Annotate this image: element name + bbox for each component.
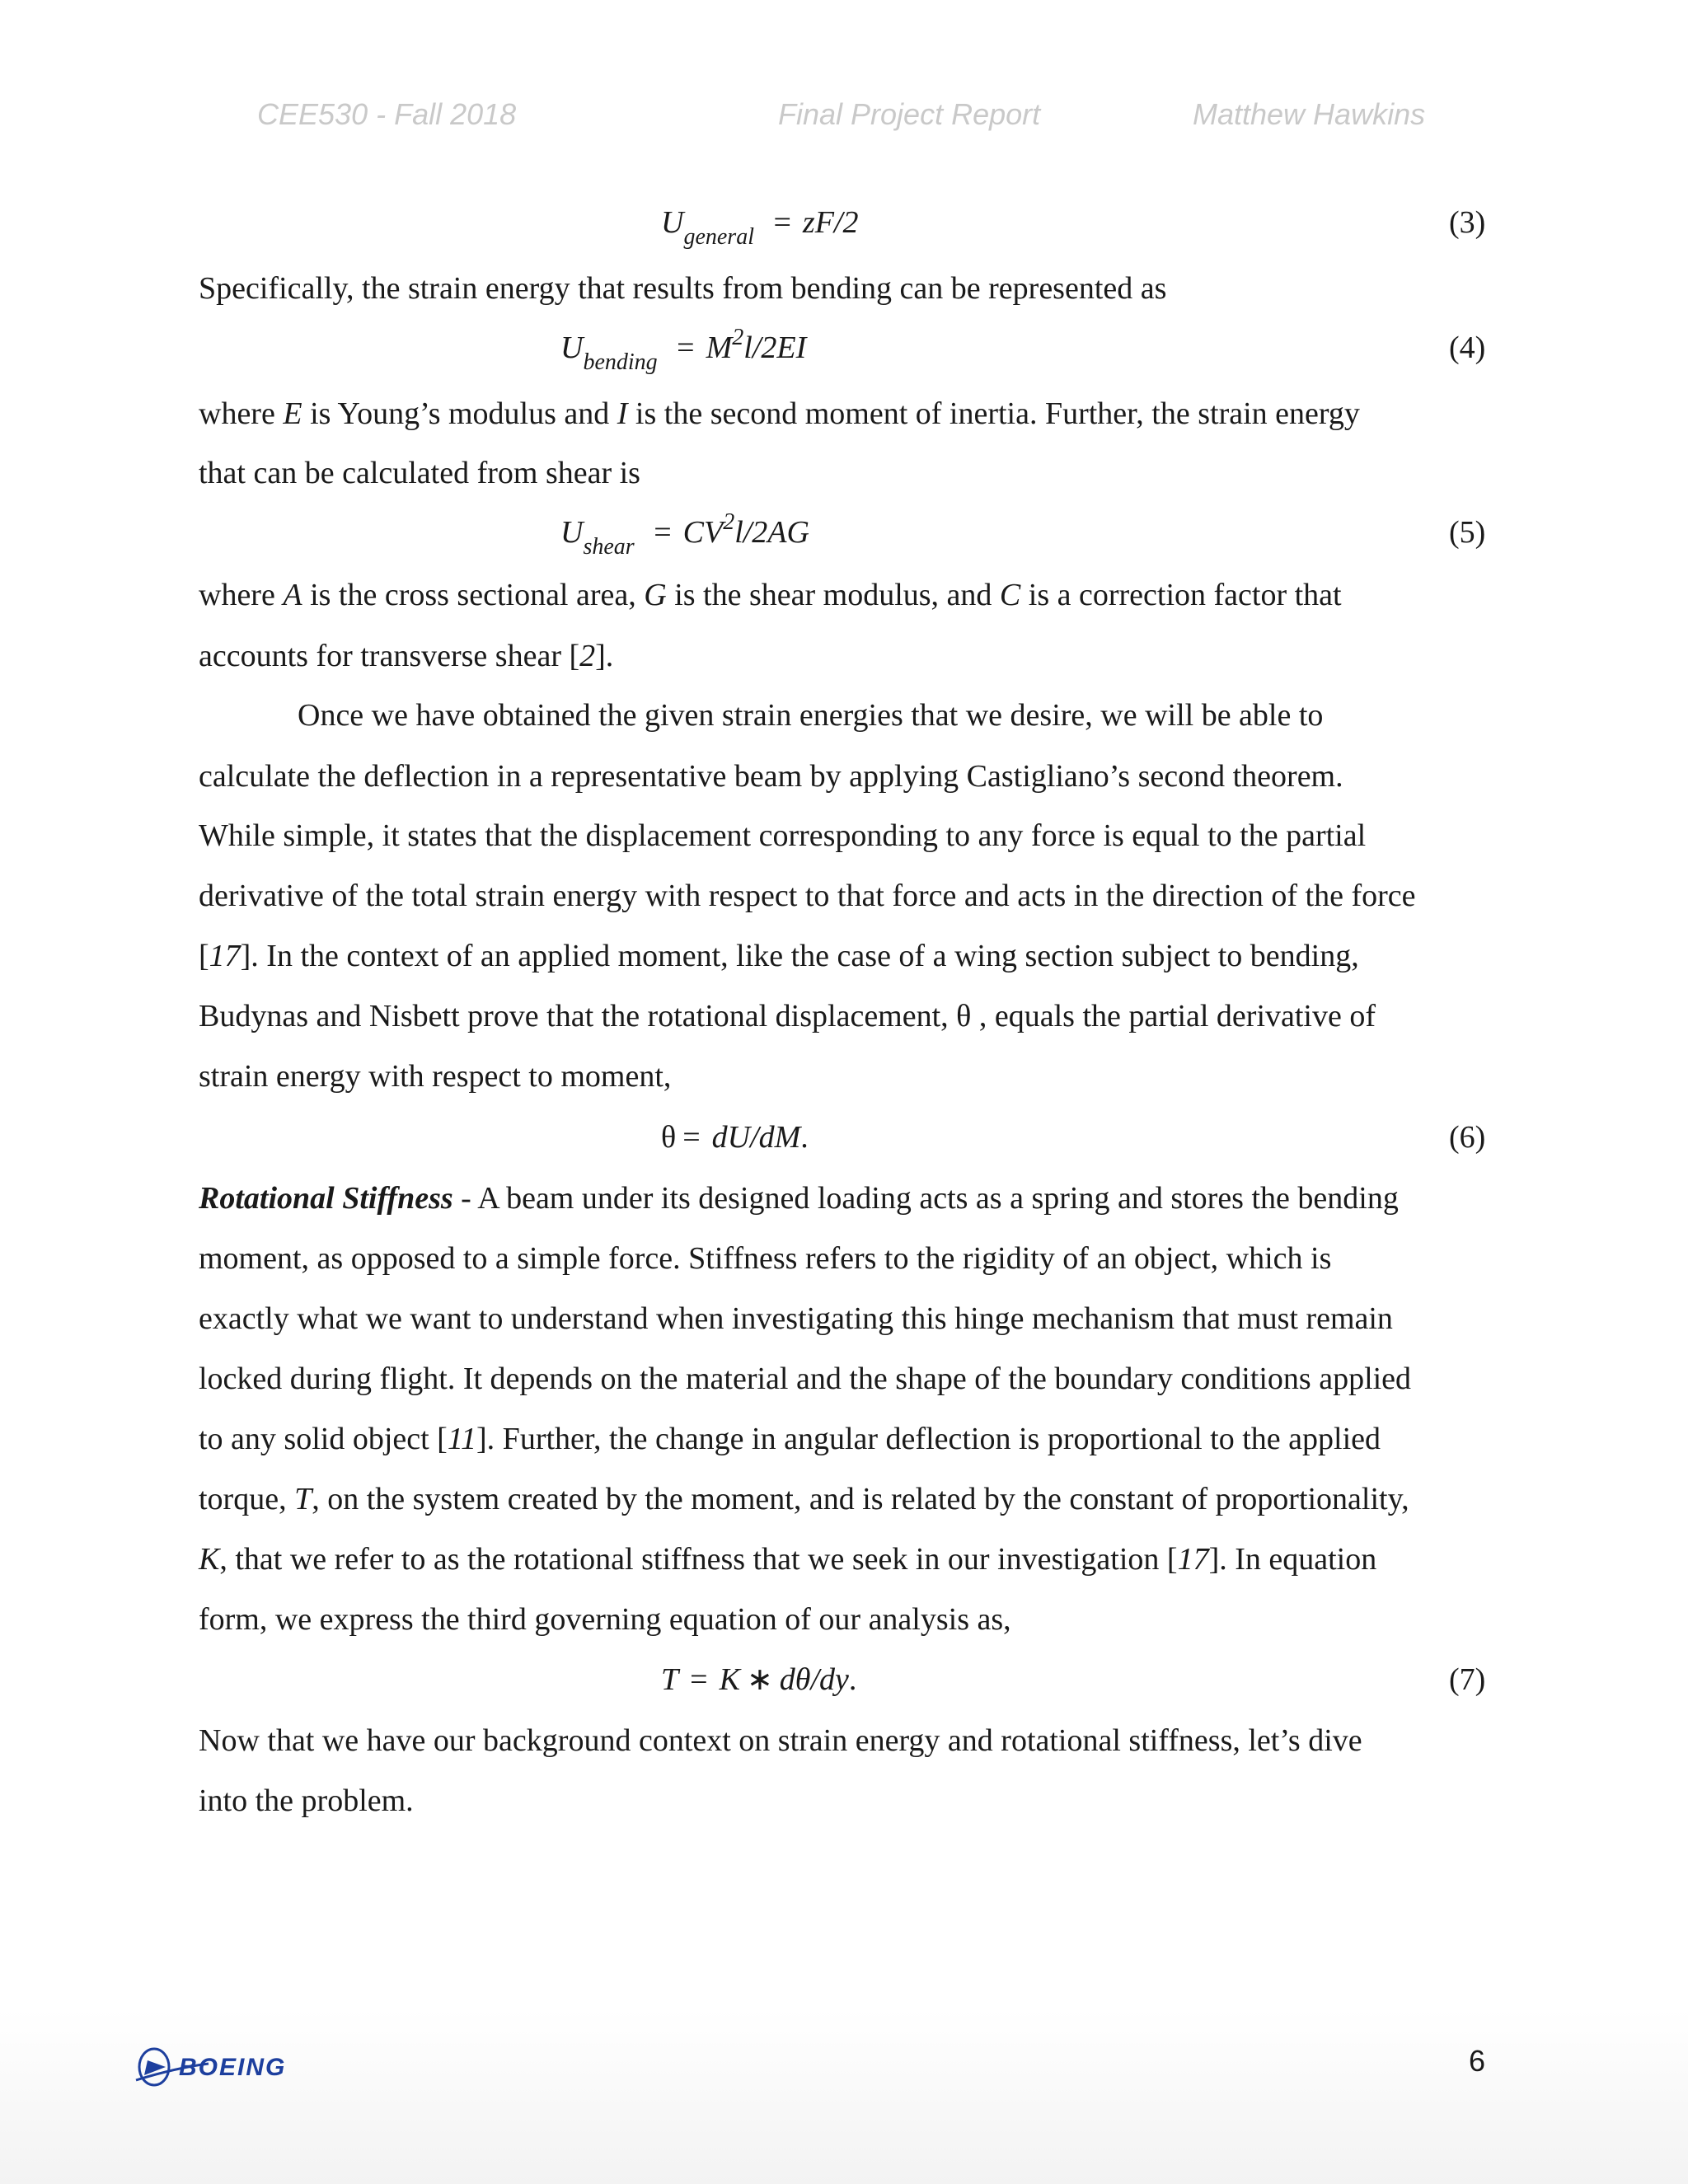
- body-line: Rotational Stiffness - A beam under its designed loading acts as a spring and stores the bending: [199, 1181, 1399, 1216]
- equation-6: θ = dU/dM.: [661, 1120, 809, 1155]
- body-line: torque, T, on the system created by the moment, and is related by the constant of proportionality,: [199, 1482, 1409, 1516]
- header-author: Matthew Hawkins: [1193, 97, 1426, 131]
- body-line: where A is the cross sectional area, G is the shear modulus, and C is a correction factor that: [199, 578, 1342, 612]
- body-line: exactly what we want to understand when investigating this hinge mechanism that must remain: [199, 1301, 1393, 1336]
- equation-7: T = K ∗ dθ/dy.: [661, 1662, 857, 1697]
- equation-number-6: (6): [1449, 1120, 1486, 1155]
- body-line: Budynas and Nisbett prove that the rotational displacement, θ , equals the partial derivative of: [199, 999, 1376, 1033]
- header-title: Final Project Report: [778, 97, 1041, 131]
- body-line: K, that we refer to as the rotational stiffness that we seek in our investigation [17]. In equation: [199, 1542, 1377, 1577]
- equation-number-7: (7): [1449, 1662, 1486, 1697]
- equation-5: $U_{shear} = CV^2l/2AG$: [560, 509, 809, 560]
- body-line: While simple, it states that the displacement corresponding to any force is equal to the partial: [199, 818, 1367, 853]
- body-line: Now that we have our background context on strain energy and rotational stiffness, let’s dive: [199, 1723, 1362, 1758]
- body-line: strain energy with respect to moment,: [199, 1059, 672, 1094]
- body-line: accounts for transverse shear [2].: [199, 639, 614, 673]
- body-line: Once we have obtained the given strain energies that we desire, we will be able to: [298, 698, 1324, 733]
- page-number: 6: [1469, 2044, 1486, 2078]
- header-course: CEE530 - Fall 2018: [257, 97, 517, 131]
- body-line: where E is Young’s modulus and I is the second moment of inertia. Further, the strain energy: [199, 396, 1360, 431]
- equation-3: $U_{general} = zF/2$: [661, 205, 859, 250]
- body-line: to any solid object [11]. Further, the change in angular deflection is proportional to the applied: [199, 1422, 1381, 1456]
- equation-number-5: (5): [1449, 515, 1486, 550]
- boeing-logo-mark: [133, 2042, 322, 2092]
- body-line: [17]. In the context of an applied moment, like the case of a wing section subject to bending,: [199, 939, 1359, 973]
- equation-number-3: (3): [1449, 205, 1486, 240]
- section-heading: Rotational Stiffness: [199, 1181, 453, 1216]
- body-line: that can be calculated from shear is: [199, 456, 640, 490]
- equation-number-4: (4): [1449, 330, 1486, 365]
- body-line: locked during flight. It depends on the material and the shape of the boundary conditions applied: [199, 1361, 1412, 1396]
- body-line: moment, as opposed to a simple force. Stiffness refers to the rigidity of an object, which is: [199, 1241, 1332, 1276]
- boeing-logo-text: BOEING: [179, 2054, 287, 2081]
- body-line: into the problem.: [199, 1783, 414, 1818]
- body-line: calculate the deflection in a representative beam by applying Castigliano’s second theorem.: [199, 759, 1343, 794]
- boeing-logo: [133, 2042, 322, 2096]
- equation-4: $U_{bending} = M^2l/2EI$: [560, 325, 807, 375]
- body-line: Specifically, the strain energy that results from bending can be represented as: [199, 271, 1167, 306]
- body-line: derivative of the total strain energy with respect to that force and acts in the direction of the force: [199, 879, 1416, 913]
- body-line: form, we express the third governing equation of our analysis as,: [199, 1602, 1011, 1637]
